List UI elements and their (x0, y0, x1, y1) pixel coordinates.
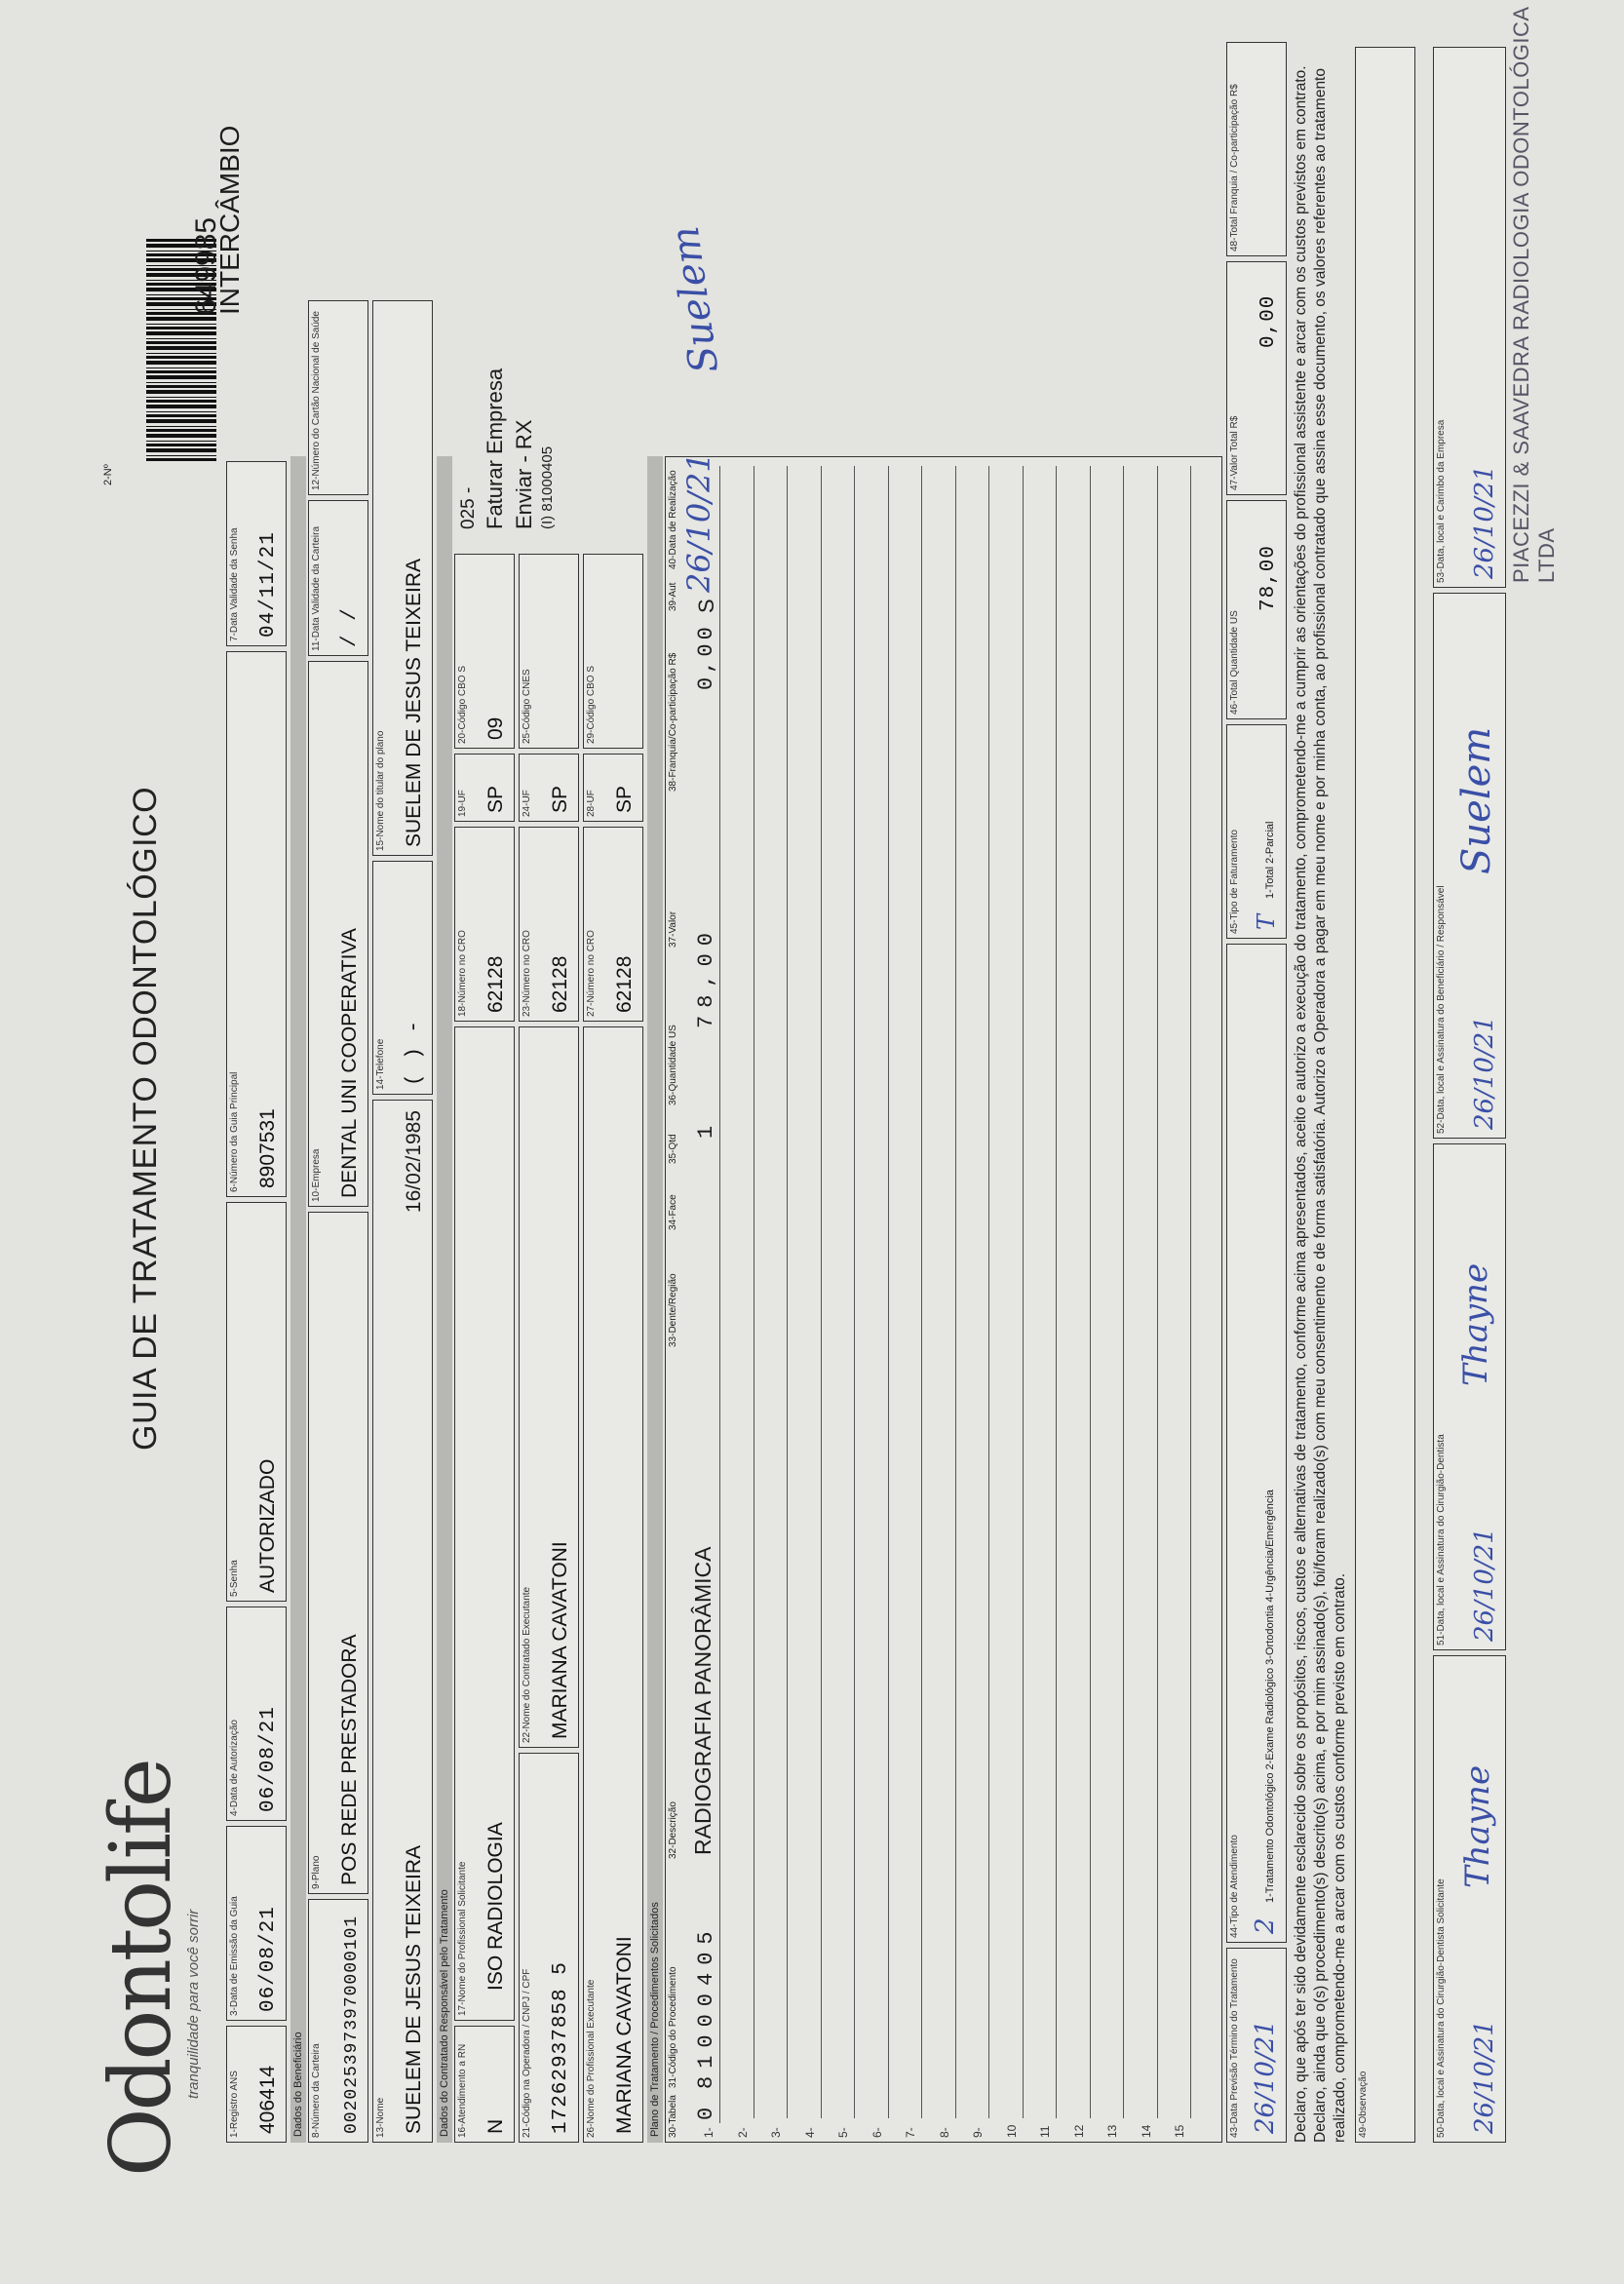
row-underline (1090, 466, 1091, 2118)
row-underline (1056, 466, 1057, 2118)
field-value: 2 (1251, 1917, 1280, 1934)
field-label: 46-Total Quantidade US (1229, 610, 1240, 715)
col-header-description: 32-Descrição (668, 1801, 678, 1859)
row-underline (1023, 466, 1024, 2118)
row-underline (888, 466, 889, 2118)
field-value: 26/10/21 (1470, 2020, 1499, 2134)
field-ans-registry[interactable] (226, 2026, 287, 2143)
field-label: 24-UF (522, 790, 532, 817)
field-label: 9-Plano (311, 1855, 322, 1889)
billing-note-procedure: (I) 81000405 (539, 445, 556, 529)
field-value: 04/11/21 (257, 531, 280, 638)
row-table: 0 (694, 2106, 718, 2120)
page-title: GUIA DE TRATAMENTO ODONTOLÓGICO (127, 786, 164, 1451)
field-label: 16-Atendimento a RN (457, 2043, 468, 2138)
col-header-date: 40-Data de Realização (668, 470, 678, 569)
field-value: 406414 (256, 2065, 279, 2134)
field-label: 15-Nome do titular do plano (375, 730, 386, 851)
field-label: 14-Telefone (375, 1038, 386, 1090)
field-value: 78,00 (1257, 544, 1280, 611)
field-label: 6-Número da Guia Principal (229, 1071, 240, 1192)
field-label: 13-Nome (375, 2097, 386, 2138)
signature-beneficiary[interactable] (1433, 593, 1506, 1139)
field-label: 27-Número no CRO (586, 930, 597, 1017)
col-header-copay: 38-Franquia/Co-participação R$ (668, 652, 678, 792)
guide-number-label: 2-Nº (102, 464, 114, 485)
field-value: AUTORIZADO (256, 1458, 279, 1593)
row-number: 2- (735, 2127, 750, 2138)
field-value: DENTAL UNI COOPERATIVA (338, 928, 361, 1198)
field-service-type[interactable] (1226, 944, 1287, 1943)
field-value: 26/10/21 (1251, 2020, 1280, 2134)
field-label: 50-Data, local e Assinatura do Cirurgião-Dentista Solicitante (1436, 1878, 1447, 2138)
field-label: 47-Valor Total R$ (1229, 415, 1240, 490)
col-header-value: 37-Valor (668, 910, 678, 948)
field-value: ISO RADIOLOGIA (484, 1822, 507, 1991)
field-card-number[interactable] (308, 1899, 368, 2143)
col-header-face: 34-Face (668, 1194, 678, 1230)
row-number: 12 (1071, 2124, 1086, 2138)
field-label: 53-Data, local e Carimbo da Empresa (1436, 419, 1447, 583)
field-executing-contractor[interactable] (519, 1026, 579, 1748)
field-cro-number-18[interactable] (454, 827, 515, 1022)
field-uf-19[interactable] (454, 754, 515, 822)
field-label: 19-UF (457, 790, 468, 817)
row-underline (988, 466, 989, 2118)
row-number: 10 (1004, 2124, 1019, 2138)
field-value: SUELEM DE JESUS TEIXEIRA (403, 1844, 425, 2134)
procedures-table (665, 456, 1222, 2143)
field-cnes-code[interactable] (519, 554, 579, 749)
field-cro-number-23[interactable] (519, 827, 579, 1022)
col-header-qty-us: 36-Quantidade US (668, 1025, 678, 1105)
field-label: 23-Número no CRO (522, 930, 532, 1017)
field-total-value[interactable] (1226, 261, 1287, 495)
field-value: MARIANA CAVATONI (549, 1541, 571, 1739)
service-type-options: 1-Tratamento Odontológico 2-Exame Radiológico 3-Ortodontia 4-Urgência/Emergência (1264, 1490, 1276, 1903)
row-underline (1190, 466, 1191, 2118)
row-number: 1- (702, 2127, 715, 2138)
field-label: 28-UF (586, 790, 597, 817)
section-contracted: Dados do Contratado Responsável pelo Tratamento (437, 456, 452, 2143)
billing-note-code: 025 - (458, 486, 479, 529)
field-label: 48-Total Franquia / Co-participação R$ (1229, 84, 1240, 252)
row-number: 9- (971, 2127, 985, 2138)
field-label: 4-Data de Autorização (229, 1720, 240, 1816)
field-cro-number-27[interactable] (583, 827, 643, 1022)
row-underline (719, 466, 720, 2123)
row-underline (1123, 466, 1124, 2118)
section-beneficiary: Dados do Beneficiário (290, 456, 306, 2143)
field-value: / / (339, 607, 362, 647)
declaration-text: Declaro, que após ter sido devidamente esclarecido sobre os propósitos, riscos, custos e alternativas de tratamento, conforme acima apresentados, aceito e autorizo a execução do tratamento, comprometendo-me a cumprir as orientações do profissional assistente e arcar com os custos previstos em contrato. Declaro, ainda que o(s) procedimento(s) descrito(s) acima, e por mim assinado(s), foi/foram realizado(s) com meu consentimento e de forma satisfatória. Autorizo a Operadora a pagar em meu nome e por minha conta, ao profissional contratado que assina esse documento, os valores referentes ao tratamento realizado, comprometendo-me a arcar com os custos conforme previsto em contrato. (1293, 65, 1348, 2143)
field-value: SP (613, 785, 636, 813)
birth-date: 16/02/1985 (403, 1110, 425, 1214)
signature-handwritten: Thayne (1456, 1262, 1495, 1386)
field-value: 06/08/21 (257, 1906, 280, 2012)
field-value: 62128 (484, 955, 507, 1013)
field-value: SP (484, 785, 507, 813)
field-operator-code[interactable] (519, 1753, 579, 2143)
row-underline (854, 466, 855, 2118)
field-authorization-date[interactable] (226, 1607, 287, 1821)
signature-requesting-dentist[interactable] (1433, 1655, 1506, 2143)
field-value: MARIANA CAVATONI (613, 1936, 636, 2134)
field-value: 0,00 (1257, 294, 1280, 348)
row-underline (955, 466, 956, 2118)
field-label: 25-Código CNES (522, 669, 532, 744)
field-cbo-20[interactable] (454, 554, 515, 749)
field-label: 21-Código na Operadora / CNPJ / CPF (522, 1968, 532, 2138)
field-phone[interactable] (372, 861, 433, 1095)
row-date-handwritten: 26/10/21 (680, 452, 717, 593)
guide-type: INTERCÂMBIO (214, 125, 245, 315)
row-qty: 1 (694, 1124, 718, 1139)
row-underline (821, 466, 822, 2118)
row-number: 3- (769, 2127, 783, 2138)
signature-dentist[interactable] (1433, 1143, 1506, 1650)
row-number: 6- (870, 2127, 884, 2138)
guide-number: 649985 (190, 216, 222, 315)
field-value: T (1253, 913, 1280, 930)
billing-note-send: Enviar - RX (512, 419, 536, 529)
row-number: 7- (904, 2127, 917, 2138)
row-number: 14 (1139, 2124, 1153, 2138)
field-newborn-care[interactable] (454, 2026, 515, 2143)
field-value: 62128 (613, 955, 636, 1013)
company-stamp: PIACEZZI & SAAVEDRA RADIOLOGIA ODONTOLÓGICA LTDA (1509, 7, 1559, 583)
field-password[interactable] (226, 1202, 287, 1602)
field-label: 49-Observação (1358, 2071, 1369, 2138)
row-number: 13 (1105, 2124, 1119, 2138)
billing-type-options: 1-Total 2-Parcial (1264, 821, 1276, 899)
field-executing-professional[interactable] (583, 1026, 643, 2143)
row-underline (1157, 466, 1158, 2118)
field-label: 10-Empresa (311, 1148, 322, 1202)
field-label: 7-Data Validade da Senha (229, 527, 240, 641)
row-procedure-code: 81000405 (694, 1923, 718, 2089)
company-stamp-field[interactable] (1433, 47, 1506, 588)
field-main-guide-number[interactable] (226, 651, 287, 1197)
field-label: 51-Data, local e Assinatura do Cirurgião-Dentista (1436, 1434, 1447, 1645)
row-underline (787, 466, 788, 2118)
field-label: 8-Número da Carteira (311, 2043, 322, 2138)
col-header-table: 30-Tabela (668, 2095, 678, 2138)
section-treatment-plan: Plano de Tratamento / Procedimentos Solicitados (647, 456, 663, 2143)
row-aut: S (694, 599, 718, 613)
field-label: 52-Data, local e Assinatura do Beneficiário / Responsável (1436, 885, 1447, 1134)
field-billing-type[interactable] (1226, 724, 1287, 939)
col-header-aut: 39-Aut (668, 582, 678, 611)
field-total-copay[interactable] (1226, 42, 1287, 256)
field-uf-24[interactable] (519, 754, 579, 822)
row-qty-us: 78,00 (694, 924, 718, 1028)
logo-tagline: tranquilidade para você sorrir (185, 1909, 202, 2099)
row-number: 15 (1173, 2124, 1186, 2138)
field-beneficiary-name[interactable] (372, 1100, 433, 2143)
signature-handwritten: Suelem (1454, 726, 1499, 874)
field-cbo-29[interactable] (583, 554, 643, 749)
row-copay: 0,00 (694, 623, 718, 690)
odontolife-logo: Odontolife (93, 1761, 190, 2177)
col-header-tooth-region: 33-Dente/Região (668, 1273, 678, 1347)
field-company[interactable] (308, 661, 368, 1207)
field-plan[interactable] (308, 1212, 368, 1894)
field-password-validity[interactable] (226, 461, 287, 646)
field-label: 45-Tipo de Faturamento (1229, 830, 1240, 934)
field-value: 06/08/21 (257, 1706, 280, 1812)
field-value: 0020253973970000101 (342, 1915, 362, 2134)
field-total-qty-us[interactable] (1226, 500, 1287, 719)
field-value: 62128 (549, 955, 571, 1013)
row-description: RADIOGRAFIA PANORÂMICA (690, 1546, 715, 1855)
field-observation[interactable] (1355, 47, 1415, 2143)
field-value: 8907531 (256, 1108, 279, 1188)
field-label: 20-Código CBO S (457, 665, 468, 744)
field-value: 26/10/21 (1470, 1016, 1499, 1130)
row-number: 8- (937, 2127, 951, 2138)
field-plan-holder-name[interactable] (372, 300, 433, 856)
field-requesting-professional[interactable] (454, 1026, 515, 2021)
signature-handwritten: Thayne (1458, 1764, 1497, 1888)
field-value: N (484, 2118, 507, 2134)
field-issue-date[interactable] (226, 1826, 287, 2021)
field-national-health-card[interactable] (308, 300, 368, 495)
field-uf-28[interactable] (583, 754, 643, 822)
field-treatment-end-forecast[interactable] (1226, 1948, 1287, 2143)
field-label: 18-Número no CRO (457, 930, 468, 1017)
col-header-qty: 35-Qtd (668, 1134, 678, 1164)
billing-note-company: Faturar Empresa (483, 368, 507, 529)
field-label: 29-Código CBO S (586, 665, 597, 744)
field-value: 09 (484, 716, 507, 740)
field-label: 3-Data de Emissão da Guia (229, 1896, 240, 2016)
field-value: ( ) - (404, 1019, 426, 1086)
col-header-code: 31-Código do Procedimento (668, 1966, 678, 2088)
field-label: 26-Nome do Profissional Executante (586, 1979, 597, 2138)
field-label: 1-Registro ANS (229, 2071, 240, 2138)
field-value: SUELEM DE JESUS TEIXEIRA (403, 558, 425, 847)
field-label: 12-Número do Cartão Nacional de Saúde (311, 311, 322, 490)
field-value: SP (549, 785, 571, 813)
field-label: 22-Nome do Contratado Executante (522, 1586, 532, 1743)
row-number: 11 (1038, 2125, 1052, 2138)
field-label: 5-Senha (229, 1560, 240, 1597)
field-value: 26/10/21 (1470, 1528, 1499, 1642)
field-label: 17-Nome do Profissional Solicitante (457, 1861, 468, 2016)
field-value: 26/10/21 (1470, 465, 1499, 579)
field-label: 43-Data Previsão Término do Tratamento (1229, 1958, 1240, 2138)
row-underline (921, 466, 922, 2118)
row-signature: Suelem (662, 223, 728, 376)
row-number: 5- (836, 2127, 850, 2138)
field-label: 44-Tipo de Atendimento (1229, 1835, 1240, 1938)
row-number: 4- (802, 2127, 817, 2138)
field-card-validity[interactable] (308, 500, 368, 656)
field-value: 17262937858 5 (550, 1961, 572, 2134)
field-label: 11-Data Validade da Carteira (311, 525, 322, 651)
field-value: POS REDE PRESTADORA (338, 1634, 361, 1885)
